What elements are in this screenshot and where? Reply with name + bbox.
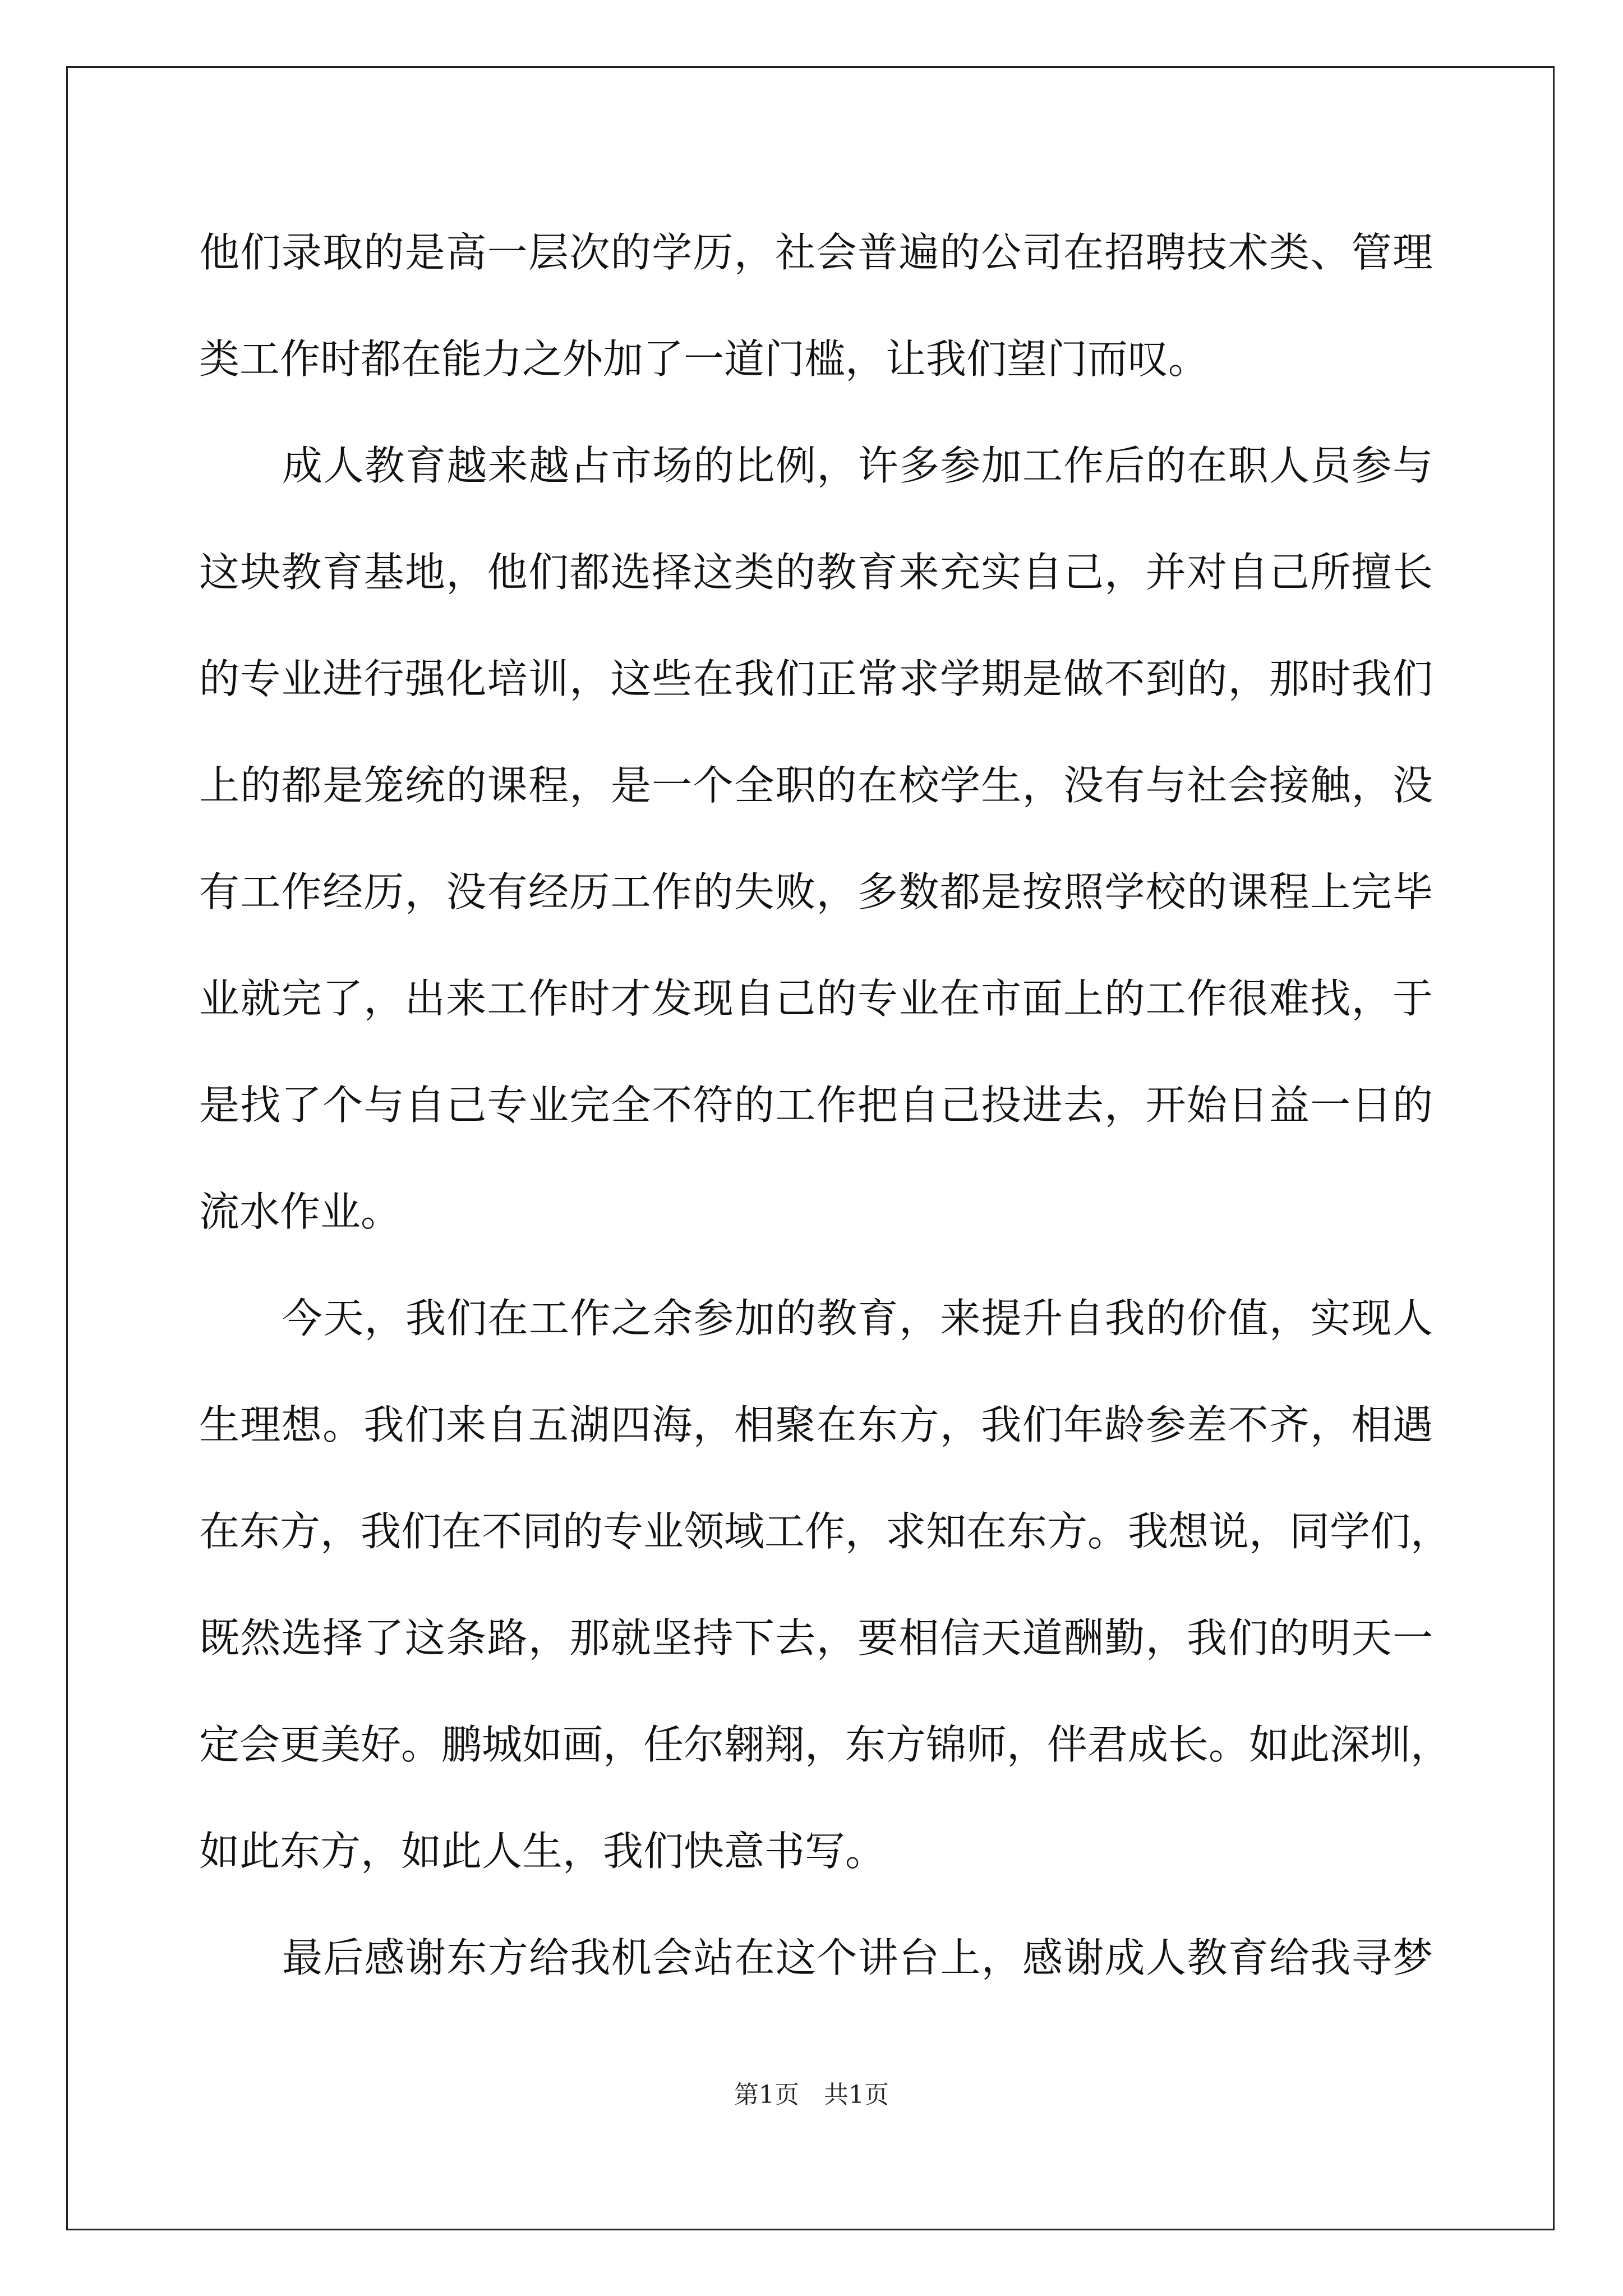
text-line: 既然选择了这条路，那就坚持下去，要相信天道酬勤，我们的明天一 bbox=[199, 1614, 1433, 1662]
text-line: 定会更美好。鹏城如画，任尔翱翔，东方锦师，伴君成长。如此深圳， bbox=[199, 1721, 1451, 1768]
text-line: 在东方，我们在不同的专业领域工作，求知在东方。我想说，同学们， bbox=[199, 1508, 1451, 1555]
text-line: 他们录取的是高一层次的学历，社会普遍的公司在招聘技术类、管理 bbox=[199, 229, 1433, 276]
text-line: 最后感谢东方给我机会站在这个讲台上，感谢成人教育给我寻梦 bbox=[282, 1934, 1433, 1981]
text-line: 类工作时都在能力之外加了一道门槛，让我们望门而叹。 bbox=[199, 335, 1209, 383]
text-line: 上的都是笼统的课程，是一个全职的在校学生，没有与社会接触，没 bbox=[199, 762, 1433, 809]
text-line: 如此东方，如此人生，我们快意书写。 bbox=[199, 1828, 886, 1875]
text-line: 生理想。我们来自五湖四海，相聚在东方，我们年龄参差不齐，相遇 bbox=[199, 1401, 1433, 1448]
text-line: 流水作业。 bbox=[199, 1188, 402, 1235]
document-body bbox=[199, 199, 1451, 2011]
text-line: 业就完了，出来工作时才发现自己的专业在市面上的工作很难找，于 bbox=[199, 975, 1433, 1022]
text-line: 的专业进行强化培训，这些在我们正常求学期是做不到的，那时我们 bbox=[199, 655, 1433, 702]
text-line: 成人教育越来越占市场的比例，许多参加工作后的在职人员参与 bbox=[282, 442, 1433, 489]
text-line: 这块教育基地，他们都选择这类的教育来充实自己，并对自己所擅长 bbox=[199, 549, 1433, 596]
text-line: 今天，我们在工作之余参加的教育，来提升自我的价值，实现人 bbox=[282, 1295, 1433, 1342]
text-line: 是找了个与自己专业完全不符的工作把自己投进去，开始日益一日的 bbox=[199, 1082, 1433, 1129]
page-footer: 第1页 共1页 bbox=[734, 2081, 889, 2109]
text-line: 有工作经历，没有经历工作的失败，多数都是按照学校的课程上完毕 bbox=[199, 868, 1433, 915]
